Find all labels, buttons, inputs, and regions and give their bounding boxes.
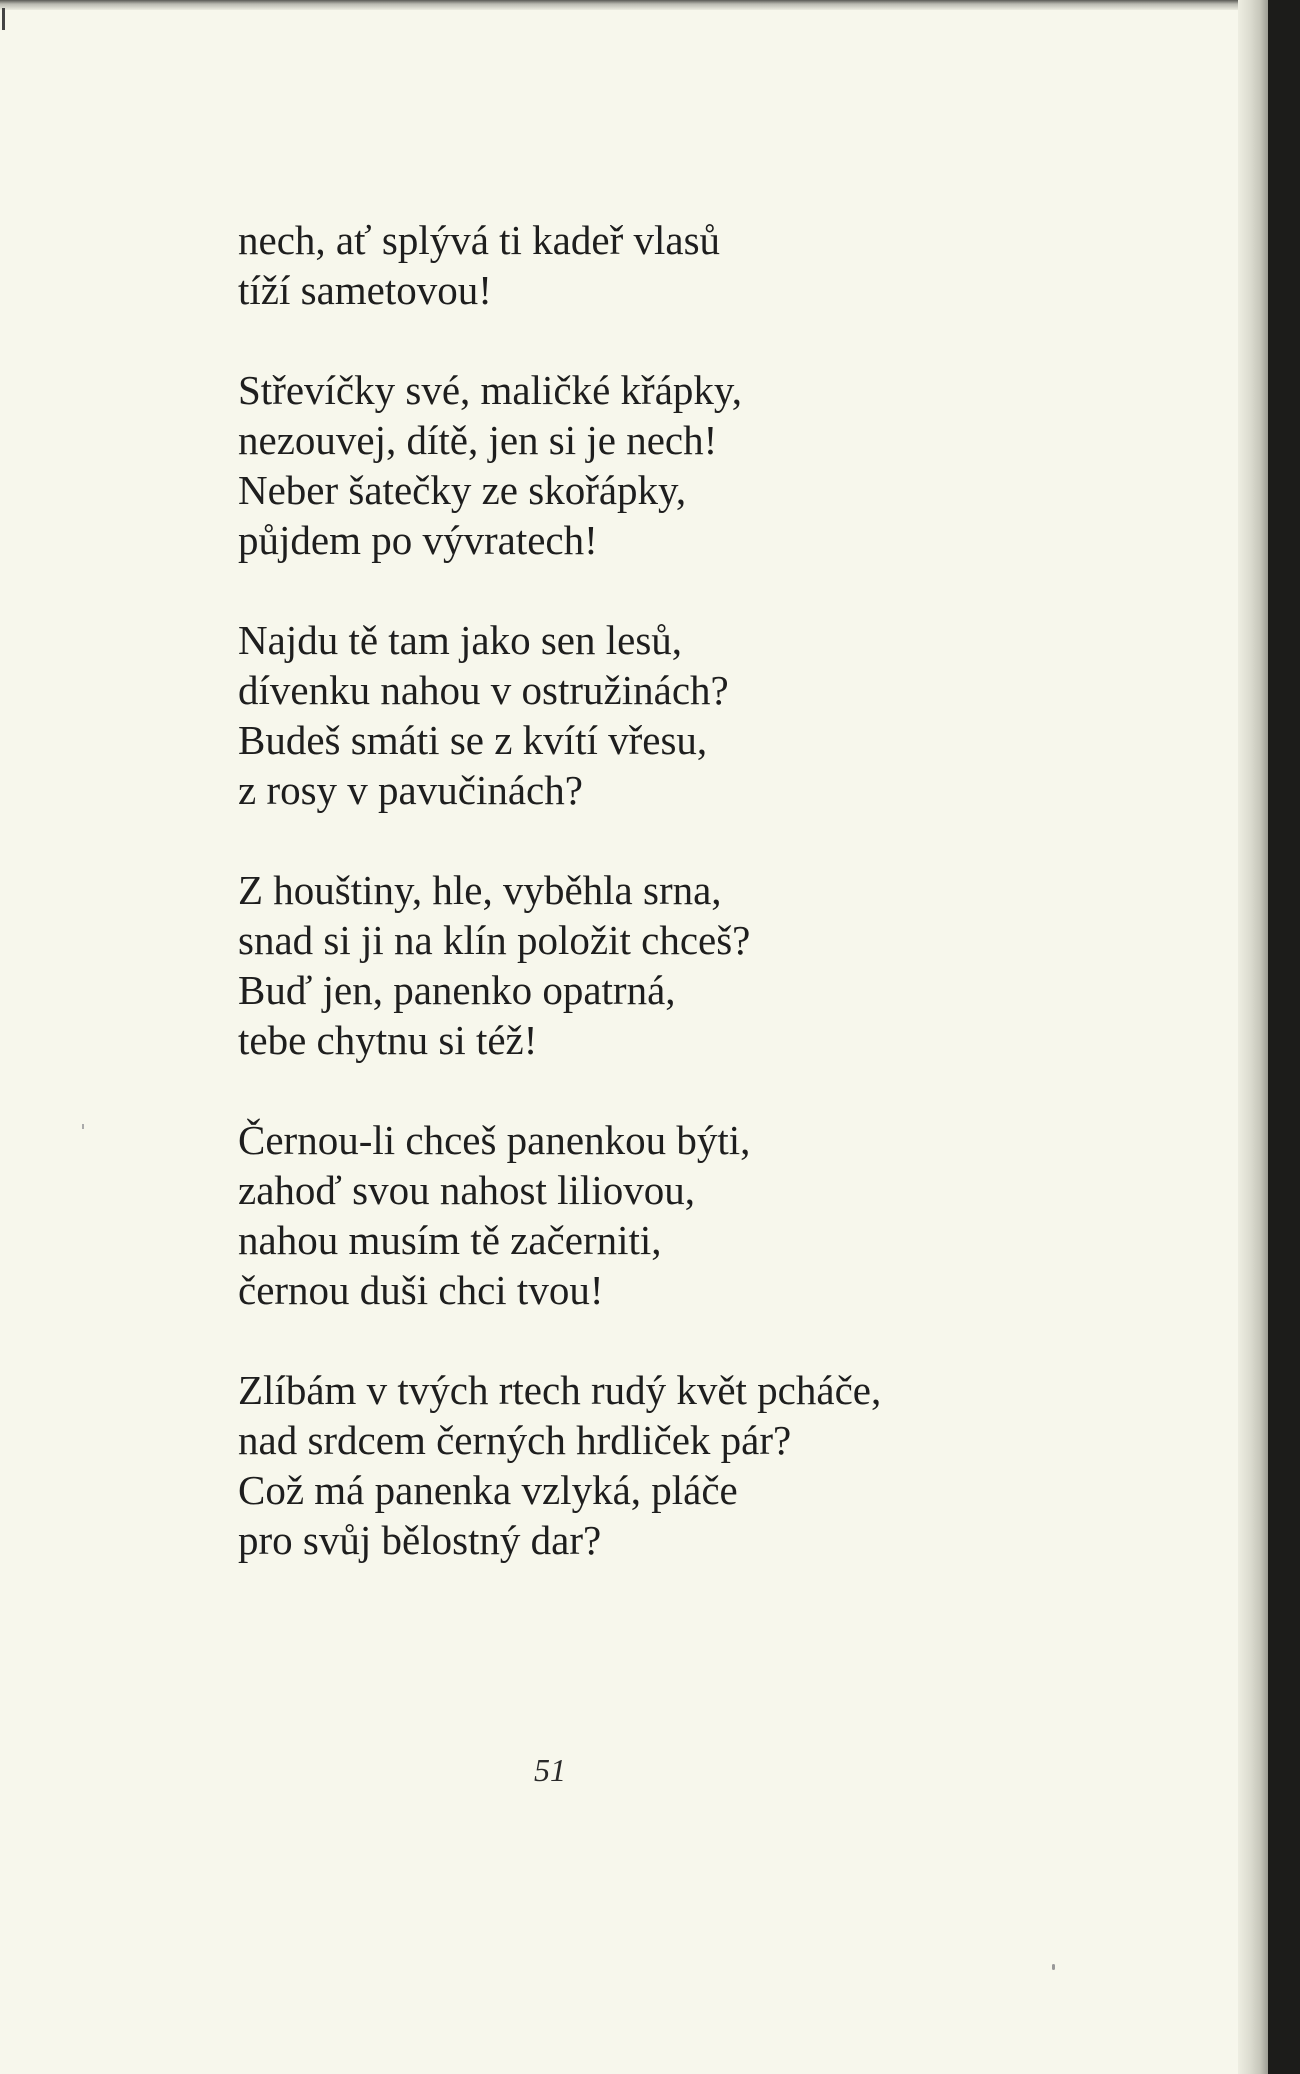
stanza xyxy=(238,365,1038,565)
poem-line: dívenku nahou v ostružinách? xyxy=(238,667,729,713)
stanza xyxy=(238,865,1038,1065)
stanza xyxy=(238,215,1038,315)
page-top-edge xyxy=(0,0,1268,10)
poem-line: nech, ať splývá ti kadeř vlasů xyxy=(238,217,721,263)
poem-line: pro svůj bělostný dar? xyxy=(238,1517,602,1563)
ink-speck xyxy=(1052,1964,1055,1970)
poem-line: nahou musím tě začerniti, xyxy=(238,1217,662,1263)
poem-line: z rosy v pavučinách? xyxy=(238,767,583,813)
poem-line: Buď jen, panenko opatrná, xyxy=(238,967,676,1013)
poem-line: tebe chytnu si též! xyxy=(238,1017,538,1063)
poem-line: Najdu tě tam jako sen lesů, xyxy=(238,617,683,663)
page-number: 51 xyxy=(534,1752,566,1788)
stanza xyxy=(238,1115,1038,1315)
poem-line: půjdem po vývratech! xyxy=(238,517,598,563)
poem-line: Budeš smáti se z kvítí vřesu, xyxy=(238,717,708,763)
poem-text xyxy=(238,215,1038,1565)
poem-line: zahoď svou nahost liliovou, xyxy=(238,1167,695,1213)
poem-line: nezouvej, dítě, jen si je nech! xyxy=(238,417,718,463)
page-right-edge xyxy=(1238,0,1268,2074)
poem-line: Zlíbám v tvých rtech rudý květ pcháče, xyxy=(238,1367,882,1413)
poem-line: černou duši chci tvou! xyxy=(238,1267,604,1313)
poem-line: snad si ji na klín položit chceš? xyxy=(238,917,751,963)
scan-mark xyxy=(2,8,5,30)
poem-line: Neber šatečky ze skořápky, xyxy=(238,467,687,513)
poem-line: Černou-li chceš panenkou býti, xyxy=(238,1117,751,1163)
ink-speck xyxy=(82,1124,84,1129)
poem-line: Střevíčky své, maličké křápky, xyxy=(238,367,742,413)
poem-line: Což má panenka vzlyká, pláče xyxy=(238,1467,738,1513)
poem-line: nad srdcem černých hrdliček pár? xyxy=(238,1417,792,1463)
poem-line: tíží sametovou! xyxy=(238,267,492,313)
stanza xyxy=(238,615,1038,815)
poem-line: Z houštiny, hle, vyběhla srna, xyxy=(238,867,722,913)
stanza xyxy=(238,1365,1038,1565)
